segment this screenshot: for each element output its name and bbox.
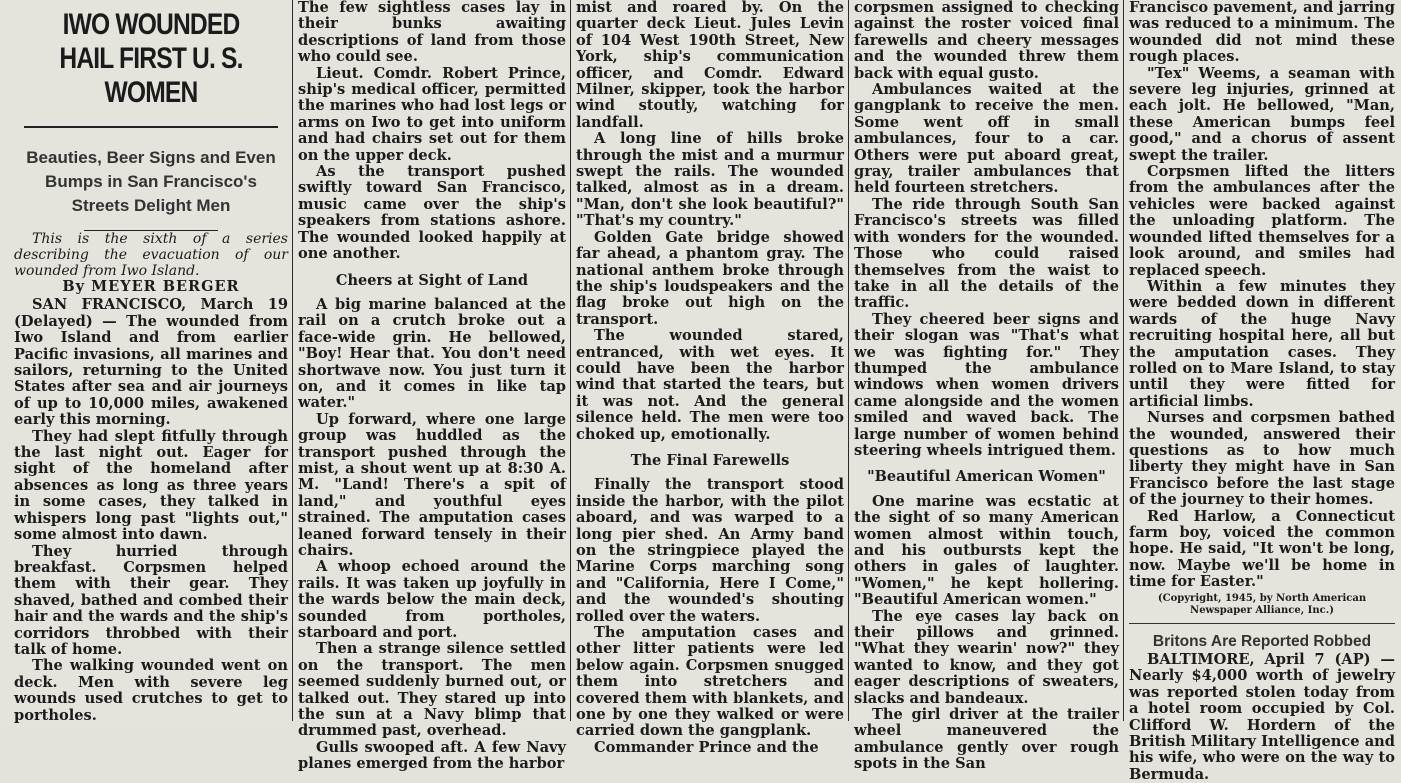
column-1 [10,0,292,724]
paragraph: The walking wounded went on deck. Men with severe leg wounds used crutches to get to portholes. [14,657,288,724]
paragraph: Lieut. Comdr. Robert Prince, ship's medical officer, permitted the marines who had lost legs or arms on Iwo to get into uniform and had chairs set out for them on the upper deck. [298,64,566,164]
paragraph: The wounded stared, entranced, with wet eyes. It could have been the harbor wind that started the tears, but it was not. And the general silence held. The men were too choked up, emotionally. [576,327,844,443]
headline-rule [24,126,278,128]
series-intro: This is the sixth of a series describing the evacuation of our wounded from Iwo Island. [14,231,288,279]
side-story-headline: Britons Are Reported Robbed [1152,632,1372,650]
paragraph: Then a strange silence settled on the transport. The men seemed suddenly burned out, or talked out. They stared up into the sun at a Navy blimp that drummed past, overhead. [298,640,566,740]
paragraph: Gulls swooped aft. A few Navy planes emerged from the harbor [298,738,566,773]
column-3 [572,0,848,756]
paragraph: Corpsmen lifted the litters from the ambulances after the vehicles were backed against the unloading platform. The wounded lifted themselves for a look around, and smiles had replaced speech. [1129,163,1395,279]
column-4 [850,0,1123,773]
subhead-cheers: Cheers at Sight of Land [335,271,529,289]
column-rule [1123,0,1124,721]
paragraph: Red Harlow, a Connecticut farm boy, voiced the common hope. He said, "It won't be long, now. Maybe we'll be home in time for Easter." [1129,507,1395,591]
column-rule [292,0,293,721]
paragraph: SAN FRANCISCO, March 19 (Delayed) — The wounded from Iwo Island and from earlier Pacific invasions, all marines and sailors, returning to the United States after sea and air journeys of up to 10,000 miles, awakened early this morning. [14,296,288,429]
paragraph: Commander Prince and the [594,738,819,756]
paragraph: A long line of hills broke through the mist and a murmur swept the rails. The wounded talked, almost as in a dream. "Man, don't she look beautiful?" "That's my country." [576,130,844,230]
paragraph: "Tex" Weems, a seaman with severe leg injuries, grinned at each jolt. He bellowed, "Man, these American bumps feel good," and a chorus of assent swept the trailer. [1129,64,1395,164]
paragraph: The eye cases lay back on their pillows and grinned. "What they wearin' now?" they wanted to know, and they got eager descriptions of sweaters, slacks and bandeaux. [854,607,1119,707]
column-5 [1125,0,1399,783]
column-2 [294,0,570,773]
paragraph: One marine was ecstatic at the sight of so many American women almost within touch, and his outbursts kept the others in gales of laughter. "Women," he kept hollering. "Beautiful American women." [854,492,1119,609]
paragraph: Within a few minutes they were bedded down in different wards of the huge Navy recruiting hospital here, all but the amputation cases. They rolled on to Mare Island, to stay until they were fitted for artificial limbs. [1129,277,1395,410]
headline: IWO WOUNDED HAIL FIRST U. S. WOMEN [59,8,243,109]
paragraph: The ride through South San Francisco's streets was filled with wonders for the wounded. Those who could raised themselves from the waist to take in all the details of the traffic. [854,195,1119,312]
byline: By MEYER BERGER [62,278,240,295]
subhead-women: "Beautiful American Women" [867,468,1106,486]
subheadline: Beauties, Beer Signs and Even Bumps in San Francisco's Streets Delight Men [26,148,276,215]
story-divider [1129,623,1395,624]
column-rule [848,0,849,721]
paragraph: Finally the transport stood inside the harbor, with the pilot aboard, and was warped to a long pier shed. An Army band on the stringpiece played the Marine Corps marching song and "California, Here I Come," and the wounded's shouting rolled over the waters. [576,476,844,625]
paragraph: A whoop echoed around the rails. It was taken up joyfully in the wards below the main deck, sounded from portholes, starboard and port. [298,558,566,642]
paragraph: They had slept fitfully through the last night out. Eager for sight of the homeland after absences as long as three years in some cases, they talked in whispers long past "lights out," some almost into dawn. [14,427,288,544]
paragraph: They cheered beer signs and their slogan was "That's what we was fighting for." They thumped the ambulance windows when women drivers came alongside and the women smiled and waved back. The large number of women behind steering wheels intrigued them. [854,310,1119,459]
paragraph: Up forward, where one large group was huddled as the transport pushed through the mist, a shout went up at 8:30 A. M. "Land! There's a spit of land," and youthful eyes strained. The amputation cases leaned forward tensely in their chairs. [298,410,566,559]
paragraph: Nurses and corpsmen bathed the wounded, answered their questions as to how much liberty they might have in San Francisco before the last stage of the journey to their homes. [1129,409,1395,509]
paragraph: They hurried through breakfast. Corpsmen helped them with their gear. They shaved, bathed and combed their hair and the wards and the ship's corridors throbbed with their talk of home. [14,542,288,658]
paragraph: A big marine balanced at the rail on a crutch broke out a face-wide grin. He bellowed, "Boy! Hear that. You don't need shortwave now. You just turn it on, and it comes in like tap water." [298,295,566,412]
paragraph: corpsmen assigned to checking against the roster voiced final farewells and cheery messages and the wounded threw them back with equal gusto. [854,0,1119,82]
subhead-farewells: The Final Farewells [630,451,790,469]
paragraph: Francisco pavement, and jarring was reduced to a minimum. The wounded did not mind these rough places. [1129,0,1395,66]
paragraph: The girl driver at the trailer wheel maneuvered the ambulance gently over rough spots in the San [854,706,1119,773]
paragraph: mist and roared by. On the quarter deck Lieut. Jules Levin of 104 West 190th Street, New York, ship's communication officer, and Comdr. Edward Milner, skipper, took the harbor wind stoutly, watching for landfall. [576,0,844,131]
paragraph: Ambulances waited at the gangplank to receive the men. Some went off in small ambulances, four to a car. Others were put aboard great, gray, trailer ambulances that held fourteen stretchers. [854,81,1119,197]
paragraph: The amputation cases and other litter patients were led below again. Corpsmen snugged them into stretchers and covered them with blankets, and one by one they walked or were carried down the gangplank. [576,624,844,740]
paragraph: Golden Gate bridge showed far ahead, a phantom gray. The national anthem broke through the ship's loudspeakers and the flag broke out high on the transport. [576,228,844,328]
column-rule [570,0,571,721]
paragraph: The few sightless cases lay in their bunks awaiting descriptions of land from those who could see. [298,0,566,66]
side-story-text: BALTIMORE, April 7 (AP) — Nearly $4,000 worth of jewelry was reported stolen today from a hotel room occupied by Col. Clifford W. Hordern of the British Military Intelligence and his wife, who were on the way to Bermuda. [1129,651,1395,783]
paragraph: As the transport pushed swiftly toward San Francisco, music came over the ship's speakers from stations ashore. The wounded looked happily at one another. [298,163,566,263]
copyright-notice: (Copyright, 1945, by North American Newspaper Alliance, Inc.) [1157,592,1367,616]
